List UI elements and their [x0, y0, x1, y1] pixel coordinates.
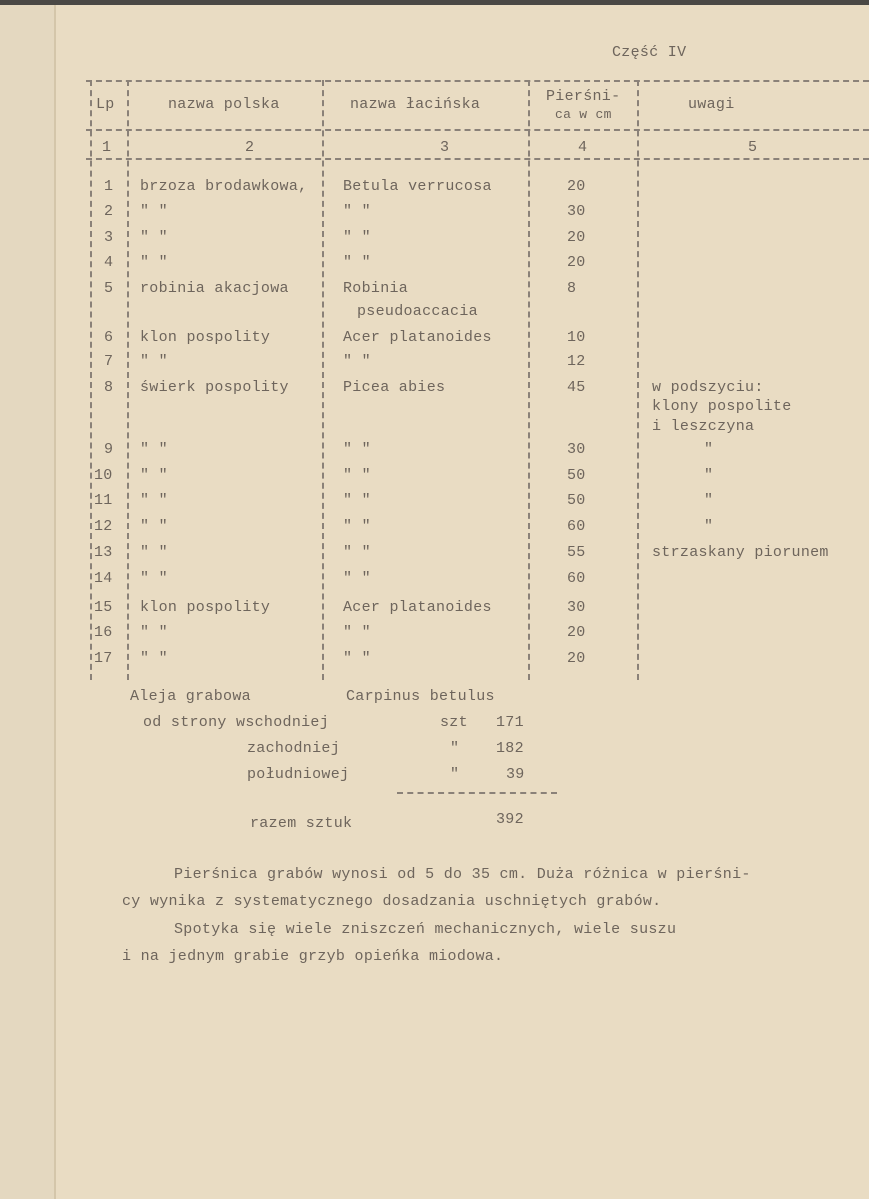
diameter-cm: 20 [567, 624, 586, 641]
west-count: 182 [496, 740, 524, 757]
polish-name: " " [140, 254, 168, 271]
colnum-5: 5 [748, 139, 758, 156]
diameter-cm: 8 [567, 280, 577, 297]
diameter-cm: 10 [567, 329, 586, 346]
polish-name: " " [140, 229, 168, 246]
numbers-rule [86, 158, 869, 160]
diameter-cm: 30 [567, 599, 586, 616]
latin-name: Acer platanoides [343, 599, 492, 616]
colnum-3: 3 [440, 139, 450, 156]
header-diameter-unit: ca w cm [555, 107, 612, 122]
polish-name: " " [140, 570, 168, 587]
row-number: 8 [104, 379, 114, 396]
diameter-cm: 20 [567, 229, 586, 246]
diameter-cm: 50 [567, 492, 586, 509]
facing-page-edge [0, 5, 56, 1199]
polish-name: " " [140, 441, 168, 458]
east-label: od strony wschodniej [143, 714, 330, 731]
latin-name: " " [343, 441, 371, 458]
notes-cont: i leszczyna [652, 418, 755, 435]
unit-label: szt [440, 714, 468, 731]
latin-name-cont: pseudoaccacia [357, 303, 478, 320]
notes: " [704, 467, 714, 484]
latin-name: " " [343, 518, 371, 535]
total-count: 392 [496, 811, 524, 828]
polish-name: klon pospolity [140, 329, 271, 346]
latin-name: " " [343, 650, 371, 667]
diameter-cm: 60 [567, 518, 586, 535]
latin-name: " " [343, 544, 371, 561]
col-border [90, 80, 92, 680]
polish-name: " " [140, 544, 168, 561]
sum-rule [397, 792, 557, 794]
paragraph-line: i na jednym grabie grzyb opieńka miodowa. [122, 948, 504, 965]
row-number: 17 [94, 650, 113, 667]
paragraph-line: Spotyka się wiele zniszczeń mechanicznych, wiele suszu [174, 921, 677, 938]
header-rule [86, 129, 869, 131]
alley-name-pl: Aleja grabowa [130, 688, 251, 705]
latin-name: " " [343, 254, 371, 271]
diameter-cm: 12 [567, 353, 586, 370]
colnum-1: 1 [102, 139, 112, 156]
latin-name: " " [343, 203, 371, 220]
diameter-cm: 50 [567, 467, 586, 484]
notes: " [704, 492, 714, 509]
row-number: 14 [94, 570, 113, 587]
diameter-cm: 20 [567, 178, 586, 195]
polish-name: " " [140, 203, 168, 220]
south-label: południowej [247, 766, 350, 783]
notes: " [704, 518, 714, 535]
row-number: 1 [104, 178, 114, 195]
alley-name-lat: Carpinus betulus [346, 688, 495, 705]
latin-name: Betula verrucosa [343, 178, 492, 195]
header-notes: uwagi [688, 96, 735, 113]
polish-name: " " [140, 650, 168, 667]
row-number: 12 [94, 518, 113, 535]
east-count: 171 [496, 714, 524, 731]
total-label: razem sztuk [250, 815, 353, 832]
colnum-4: 4 [578, 139, 588, 156]
row-number: 15 [94, 599, 113, 616]
paragraph-line: cy wynika z systematycznego dosadzania uschniętych grabów. [122, 893, 662, 910]
diameter-cm: 30 [567, 441, 586, 458]
row-number: 4 [104, 254, 114, 271]
latin-name: Picea abies [343, 379, 446, 396]
notes-cont: klony pospolite [652, 398, 792, 415]
col-border [322, 80, 324, 680]
polish-name: " " [140, 353, 168, 370]
notes: " [704, 441, 714, 458]
latin-name: " " [343, 229, 371, 246]
row-number: 13 [94, 544, 113, 561]
col-border [637, 80, 639, 680]
row-number: 10 [94, 467, 113, 484]
paragraph-line: Pierśnica grabów wynosi od 5 do 35 cm. Duża różnica w pierśni- [174, 866, 751, 883]
latin-name: " " [343, 353, 371, 370]
table-top-rule [86, 80, 869, 82]
diameter-cm: 45 [567, 379, 586, 396]
scan-top-edge [0, 0, 869, 5]
row-number: 6 [104, 329, 114, 346]
south-count: 39 [506, 766, 525, 783]
latin-name: " " [343, 570, 371, 587]
header-diameter: Pierśni- [546, 88, 621, 105]
diameter-cm: 20 [567, 254, 586, 271]
col-border [127, 80, 129, 680]
row-number: 7 [104, 353, 114, 370]
row-number: 5 [104, 280, 114, 297]
diameter-cm: 20 [567, 650, 586, 667]
polish-name: robinia akacjowa [140, 280, 289, 297]
polish-name: świerk pospolity [140, 379, 289, 396]
polish-name: " " [140, 467, 168, 484]
polish-name: klon pospolity [140, 599, 271, 616]
latin-name: " " [343, 467, 371, 484]
header-lp: Lp [96, 96, 115, 113]
row-number: 2 [104, 203, 114, 220]
latin-name: Robinia [343, 280, 409, 297]
west-label: zachodniej [247, 740, 341, 757]
row-number: 16 [94, 624, 113, 641]
ditto-mark: " [450, 766, 460, 783]
polish-name: " " [140, 518, 168, 535]
latin-name: " " [343, 624, 371, 641]
row-number: 11 [94, 492, 113, 509]
latin-name: Acer platanoides [343, 329, 492, 346]
row-number: 3 [104, 229, 114, 246]
row-number: 9 [104, 441, 114, 458]
col-border [528, 80, 530, 680]
latin-name: " " [343, 492, 371, 509]
diameter-cm: 30 [567, 203, 586, 220]
ditto-mark: " [450, 740, 460, 757]
polish-name: " " [140, 624, 168, 641]
page-label: Część IV [612, 44, 687, 61]
header-polish-name: nazwa polska [168, 96, 280, 113]
notes: w podszyciu: [652, 379, 764, 396]
header-latin-name: nazwa łacińska [350, 96, 481, 113]
notes: strzaskany piorunem [652, 544, 829, 561]
colnum-2: 2 [245, 139, 255, 156]
diameter-cm: 60 [567, 570, 586, 587]
polish-name: brzoza brodawkowa, [140, 178, 308, 195]
diameter-cm: 55 [567, 544, 586, 561]
polish-name: " " [140, 492, 168, 509]
